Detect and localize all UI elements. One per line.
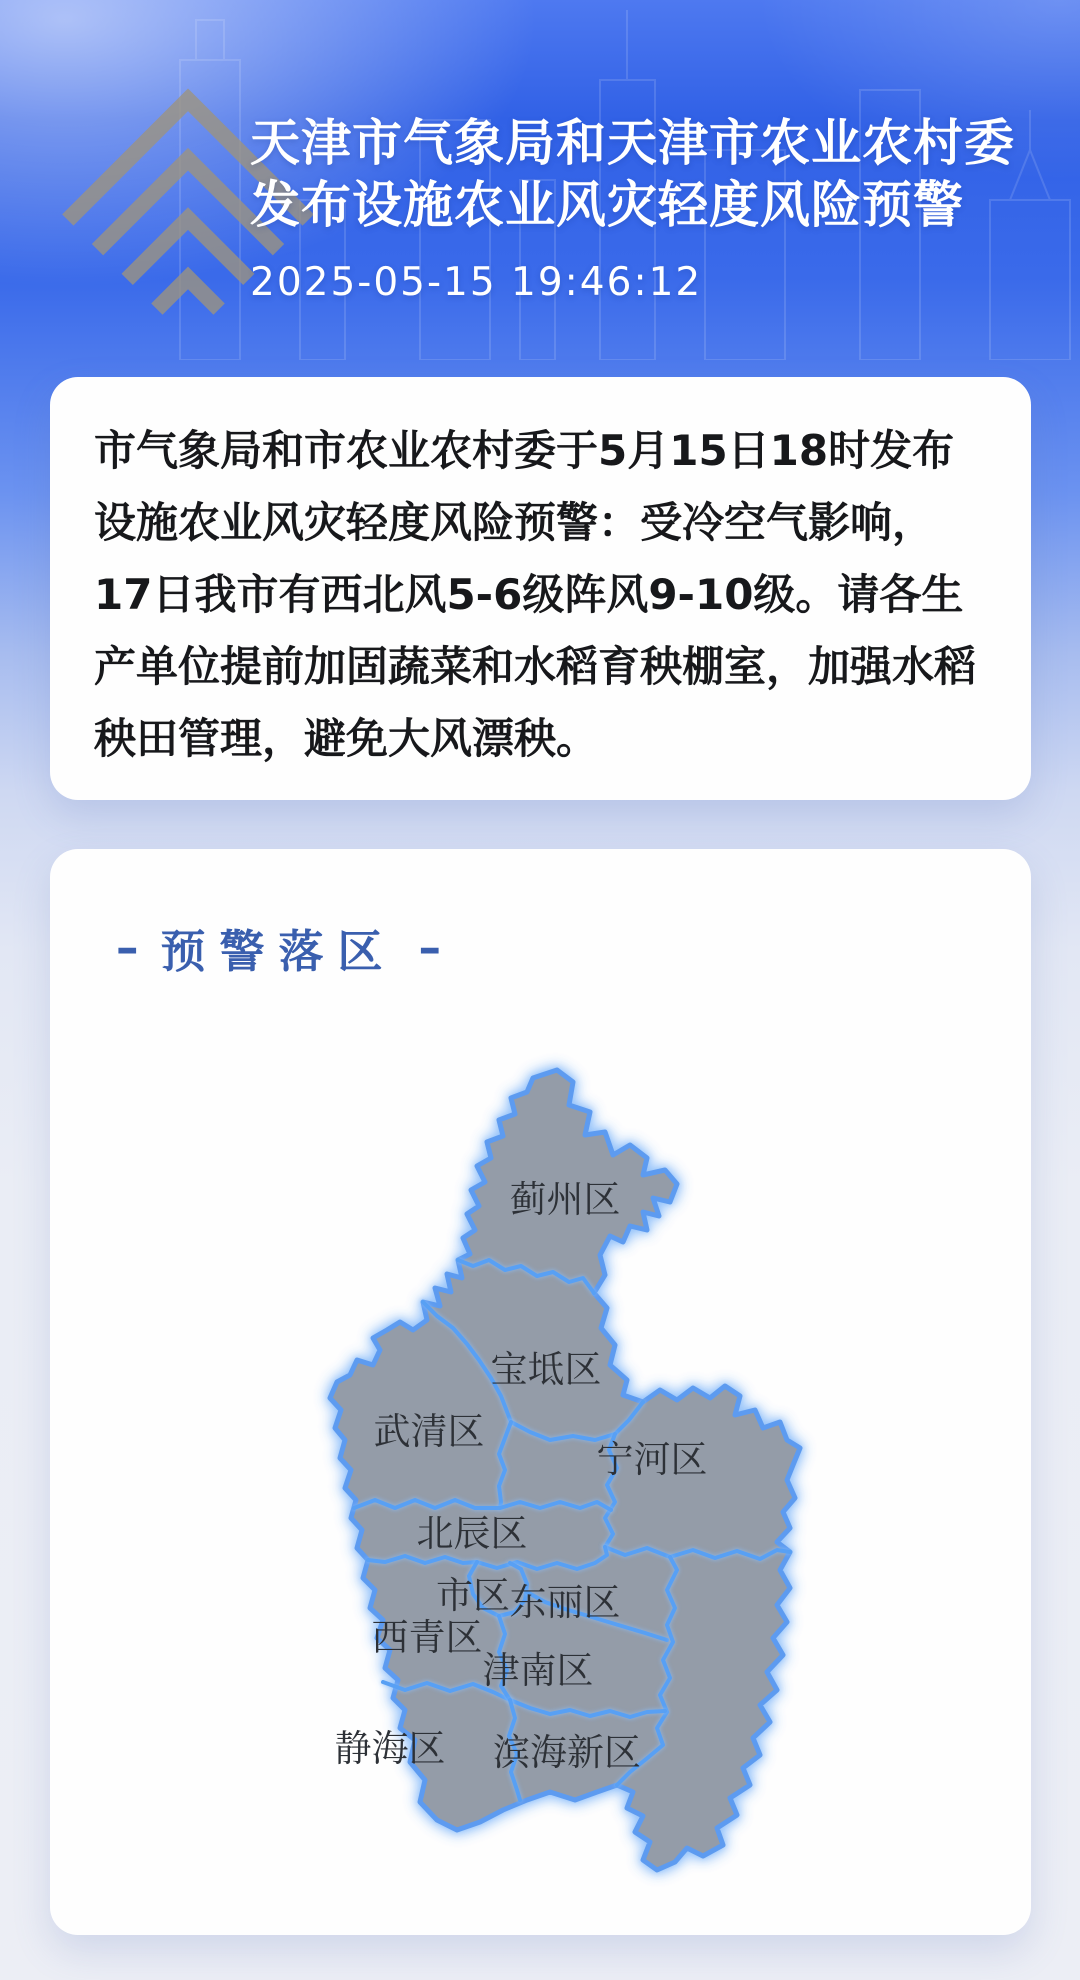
- tianjin-district-map: [215, 1050, 895, 1890]
- map-label-jizhou: 蓟州区: [509, 1178, 621, 1221]
- page-title-line1: 天津市气象局和天津市农业农村委: [250, 114, 1015, 172]
- map-label-jinnan: 津南区: [482, 1649, 594, 1692]
- title-left-dash: –: [116, 921, 139, 974]
- warning-area-card: [50, 849, 1031, 1935]
- map-label-binhai: 滨海新区: [493, 1731, 641, 1774]
- title-right-dash: –: [418, 921, 442, 974]
- alert-text-card: [50, 377, 1031, 800]
- map-label-baodi: 宝坻区: [490, 1348, 602, 1391]
- map-label-dongli: 东丽区: [509, 1581, 621, 1624]
- map-label-shiqu: 市区: [436, 1574, 510, 1617]
- map-label-ninghe: 宁河区: [596, 1438, 708, 1481]
- publish-datetime: 2025-05-15 19:46:12: [250, 260, 703, 305]
- page-title-line2: 发布设施农业风灾轻度风险预警: [250, 176, 964, 234]
- section-title-text: 预警落区: [160, 925, 397, 978]
- map-label-beichen: 北辰区: [416, 1512, 528, 1555]
- map-label-jinghai: 静海区: [334, 1727, 446, 1770]
- map-label-xiqing: 西青区: [371, 1616, 483, 1659]
- map-label-wuqing: 武清区: [373, 1410, 485, 1453]
- alert-body-text: 市气象局和市农业农村委于5月15日18时发布设施农业风灾轻度风险预警：受冷空气影响，17日我市有西北风5-6级阵风9-10级。请各生产单位提前加固蔬菜和水稻育秧棚室，加强水稻秧田管理，避免大风漂秧。: [94, 426, 977, 763]
- header: [250, 112, 1015, 305]
- section-title: [112, 915, 445, 980]
